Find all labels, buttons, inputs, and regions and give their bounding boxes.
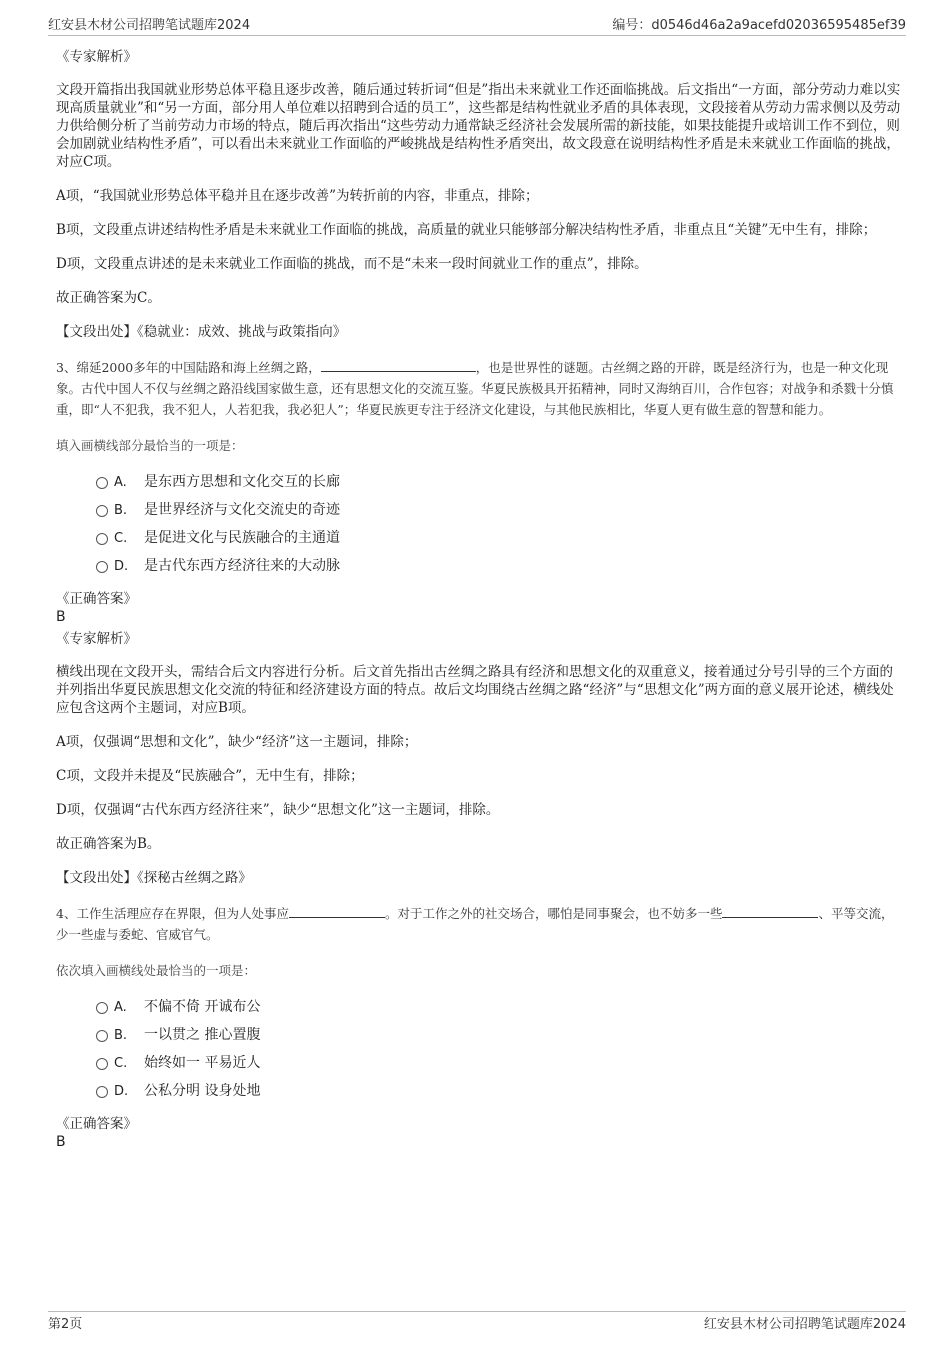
question-4-options (56, 993, 902, 1105)
option-d[interactable]: D. 是古代东西方经济往来的大动脉 (96, 552, 902, 580)
question-4-stem (56, 903, 902, 945)
answer-blank (722, 903, 818, 918)
analysis-label: 《专家解析》 (56, 631, 137, 647)
radio-icon[interactable] (96, 1002, 108, 1014)
radio-icon[interactable] (96, 1086, 108, 1098)
header-divider (48, 35, 906, 36)
analysis-item: A项，仅强调“思想和文化”，缺少“经济”这一主题词，排除； (56, 734, 418, 750)
page-header (48, 14, 906, 36)
question-4-instruction: 依次填入画横线处最恰当的一项是： (56, 963, 257, 978)
conclusion: 故正确答案为C。 (56, 290, 161, 306)
question-3-stem-start: 3、绵延2000多年的中国陆路和海上丝绸之路， (56, 360, 321, 375)
option-b[interactable]: B. 一以贯之 推心置腹 (96, 1021, 902, 1049)
footer-divider (48, 1311, 906, 1312)
answer-label: 《正确答案》 (56, 1116, 137, 1132)
question-4-stem-start: 4、工作生活理应存在界限，但为人处事应 (56, 906, 289, 921)
question-4-stem-middle: 。对于工作之外的社交场合，哪怕是同事聚会，也不妨多一些 (384, 906, 723, 921)
option-a[interactable]: A. 是东西方思想和文化交互的长廊 (96, 468, 902, 496)
question-3-options (56, 468, 902, 580)
radio-icon[interactable] (96, 505, 108, 517)
radio-icon[interactable] (96, 533, 108, 545)
analysis-item: D项，仅强调“古代东西方经济往来”，缺少“思想文化”这一主题词，排除。 (56, 802, 500, 818)
answer-blank (321, 357, 476, 372)
option-a[interactable]: A. 不偏不倚 开诚布公 (96, 993, 902, 1021)
conclusion: 故正确答案为B。 (56, 836, 161, 852)
page-number: 第2页 (48, 1317, 83, 1332)
radio-icon[interactable] (96, 1030, 108, 1042)
answer-label: 《正确答案》 (56, 591, 137, 607)
radio-icon[interactable] (96, 561, 108, 573)
radio-icon[interactable] (96, 1058, 108, 1070)
radio-icon[interactable] (96, 477, 108, 489)
option-c[interactable]: C. 是促进文化与民族融合的主通道 (96, 524, 902, 552)
answer-blank (289, 903, 385, 918)
source: 【文段出处】《稳就业：成效、挑战与政策指向》 (56, 324, 347, 340)
option-b[interactable]: B. 是世界经济与文化交流史的奇迹 (96, 496, 902, 524)
header-title: 红安县木材公司招聘笔试题库2024 (48, 18, 251, 33)
analysis-item: A项，“我国就业形势总体平稳并且在逐步改善”为转折前的内容，非重点，排除； (56, 188, 539, 204)
analysis-text: 横线出现在文段开头，需结合后文内容进行分析。后文首先指出古丝绸之路具有经济和思想文化的双重意义，接着通过分号引导的三个方面的并列指出华夏民族思想文化交流的特征和经济建设方面的特点。故后文均围绕古丝绸之路“经济”与“思想文化”两方面的意义展开论述，横线处应包含这两个主题词，对应B项。 (56, 664, 894, 716)
analysis-item: B项，文段重点讲述结构性矛盾是未来就业工作面临的挑战，高质量的就业只能够部分解决结构性矛盾，非重点且“关键”无中生有，排除； (56, 222, 877, 238)
question-4-stem-end: 、平等交流，少一些虚与委蛇、官威官气。 (56, 906, 894, 942)
option-c[interactable]: C. 始终如一 平易近人 (96, 1049, 902, 1077)
question-3-instruction: 填入画横线部分最恰当的一项是： (56, 438, 244, 453)
analysis-label: 《专家解析》 (56, 49, 137, 65)
question-3-stem-rest: ，也是世界性的谜题。古丝绸之路的开辟，既是经济行为，也是一种文化现象。古代中国人不仅与丝绸之路沿线国家做生意，还有思想文化的交流互鉴。华夏民族极具开拓精神，同时又海纳百川，合作包容；对战争和杀戮十分慎重，即“人不犯我，我不犯人，人若犯我，我必犯人”；华夏民族更专注于经济文化建设，与其他民族相比，华夏人更有做生意的智慧和能力。 (56, 360, 894, 417)
analysis-item: D项，文段重点讲述的是未来就业工作面临的挑战，而不是“未来一段时间就业工作的重点”，排除。 (56, 256, 648, 272)
footer-title: 红安县木材公司招聘笔试题库2024 (703, 1317, 906, 1332)
analysis-item: C项，文段并未提及“民族融合”，无中生有，排除； (56, 768, 364, 784)
option-d[interactable]: D. 公私分明 设身处地 (96, 1077, 902, 1105)
question-3-stem (56, 357, 902, 420)
analysis-text: 文段开篇指出我国就业形势总体平稳且逐步改善，随后通过转折词“但是”指出未来就业工作还面临挑战。后文指出“一方面，部分劳动力难以实现高质量就业”和“另一方面，部分用人单位难以招聘到合适的员工”，这些都是结构性就业矛盾的具体表现，文段接着从劳动力需求侧以及劳动力供给侧分析了当前劳动力市场的特点，随后再次指出“这些劳动力通常缺乏经济社会发展所需的新技能，如果技能提升或培训工作不到位，则会加剧就业结构性矛盾”，可以看出未来就业工作面临的严峻挑战是结构性矛盾突出，故文段意在说明结构性矛盾是未来就业工作面临的挑战，对应C项。 (56, 82, 901, 170)
answer-value: B (56, 609, 66, 625)
answer-value: B (56, 1134, 66, 1150)
page-content (56, 48, 902, 1151)
header-serial: 编号：d0546d46a2a9acefd02036595485ef39 (612, 18, 906, 33)
source: 【文段出处】《探秘古丝绸之路》 (56, 870, 252, 886)
